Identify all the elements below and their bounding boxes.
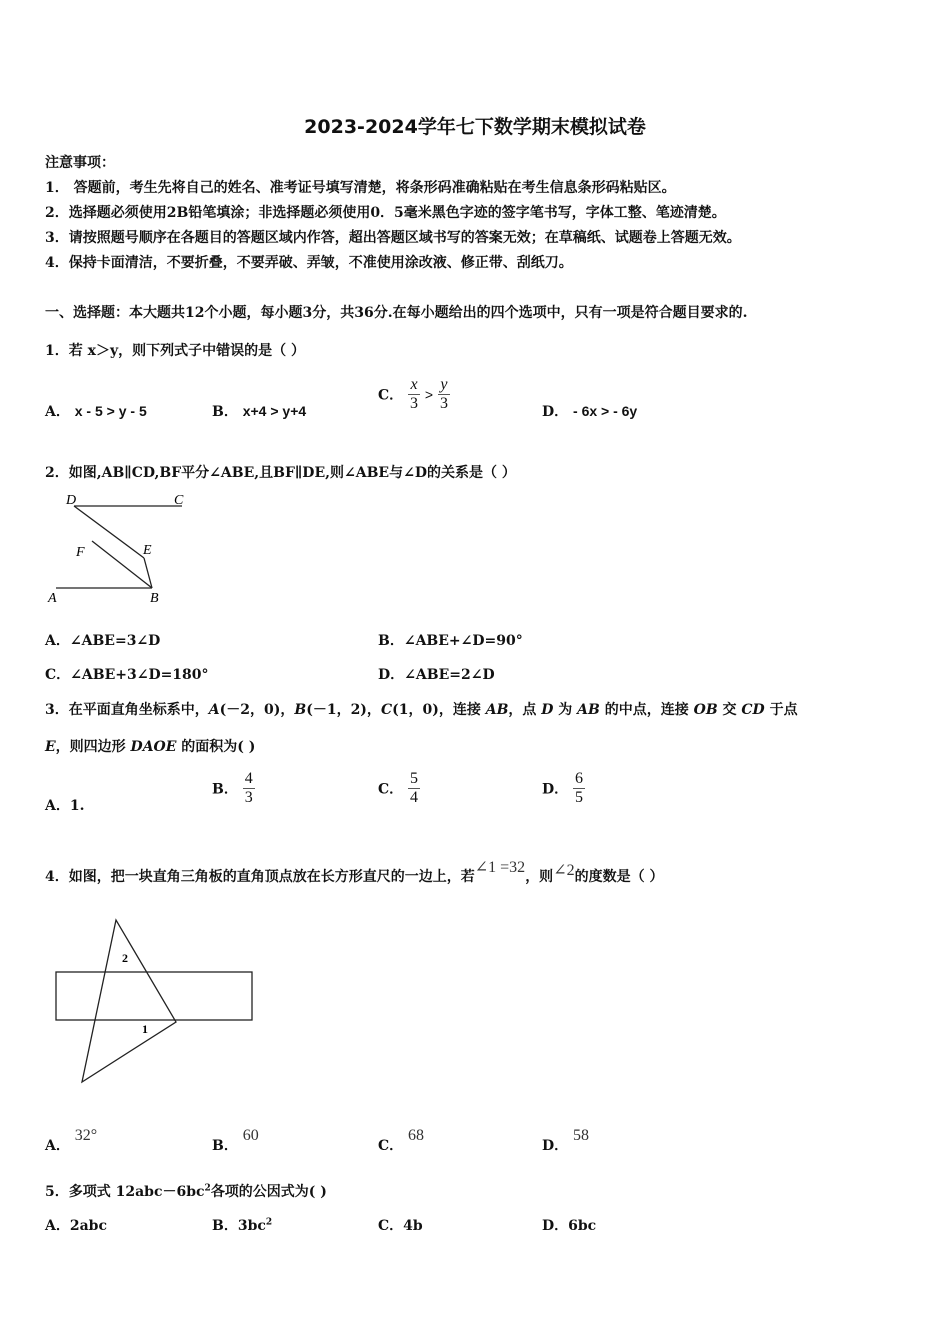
q4-figure	[50, 912, 260, 1087]
segment-ab: AB	[485, 702, 509, 718]
option-label: C．	[378, 387, 404, 404]
segment-ab: AB	[577, 702, 600, 718]
q5-option-d: D．6bc	[542, 1218, 597, 1234]
q3-stem-line2	[45, 736, 255, 756]
q1-option-d	[542, 401, 637, 421]
fraction	[408, 770, 420, 807]
point-label-d: D	[66, 493, 77, 508]
fraction	[243, 770, 255, 807]
denominator: 4	[410, 789, 419, 806]
q3-option-b	[212, 770, 255, 807]
option-text: x+4 > y+4	[242, 403, 307, 419]
coord-a: (－2，0)，	[219, 702, 295, 718]
point-c: C	[380, 702, 393, 718]
section-heading: 一、选择题：本大题共12个小题，每小题3分，共36分.在每小题给出的四个选项中，只有一项是符合题目要求的.	[45, 305, 748, 321]
option-label: C．	[378, 1138, 404, 1154]
numerator: 5	[410, 770, 419, 787]
denominator: 3	[244, 789, 253, 806]
denominator: 3	[410, 395, 419, 412]
point-label-e: E	[143, 543, 152, 558]
ruler-rectangle	[56, 972, 252, 1020]
notice-heading: 注意事项：	[45, 155, 115, 171]
q2-option-d: D．∠ABE=2∠D	[378, 667, 495, 683]
q5-option-b	[212, 1215, 272, 1235]
option-label: B．	[212, 781, 238, 798]
notice-item: 1． 答题前，考生先将自己的姓名、准考证号填写清楚，将条形码准确粘贴在考生信息条形码粘贴区。	[45, 180, 676, 196]
option-label: D．	[542, 1138, 569, 1154]
point-b: B	[294, 702, 307, 718]
point-label-c: C	[174, 493, 184, 508]
q3-option-d	[542, 770, 585, 807]
stem-text: 4．如图，把一块直角三角板的直角顶点放在长方形直尺的一边上，若	[45, 869, 475, 885]
q5-option-a: A．2abc	[45, 1218, 107, 1234]
stem-text: 的面积为( )	[176, 739, 256, 755]
option-text: B．3bc	[212, 1218, 266, 1234]
stem-text: 各项的公因式为( )	[210, 1184, 327, 1200]
option-label: D．	[542, 781, 569, 798]
stem-text: ，则	[525, 869, 554, 885]
option-text: 1.	[69, 798, 85, 814]
q4-option-c	[378, 1125, 425, 1154]
option-text: 60	[242, 1127, 259, 1144]
option-label: B．	[212, 404, 238, 420]
q5-option-c: C．4b	[378, 1218, 423, 1234]
q1-stem: 1．若 x＞y，则下列式子中错误的是（ ）	[45, 343, 305, 359]
notice-item: 2．选择题必须使用2B铅笔填涂；非选择题必须使用0．5毫米黑色字迹的签字笔书写，字体工整、笔迹清楚。	[45, 205, 726, 221]
angle-2: ∠2	[553, 862, 575, 879]
q4-option-a	[45, 1125, 98, 1154]
stem-text: ，点	[508, 702, 542, 718]
numerator: 4	[244, 770, 253, 787]
q3-stem-line1	[45, 699, 798, 719]
point-a: A	[208, 702, 220, 718]
stem-text: 于点	[764, 702, 798, 718]
q5-stem	[45, 1181, 327, 1201]
fraction	[408, 376, 420, 413]
point-label-f: F	[76, 545, 85, 560]
stem-text: 3．在平面直角坐标系中，	[45, 702, 209, 718]
option-label: A．	[45, 1138, 70, 1154]
stem-text: 的中点，连接	[599, 702, 694, 718]
exponent: 2	[204, 1183, 211, 1194]
notice-item: 3．请按照题号顺序在各题目的答题区域内作答，超出答题区域书写的答案无效；在草稿纸、试题卷上答题无效。	[45, 230, 741, 246]
q2-option-c: C．∠ABE+3∠D=180°	[45, 667, 209, 683]
stem-text: 为	[553, 702, 578, 718]
quadrilateral-daoe: DAOE	[130, 739, 177, 755]
exponent: 2	[265, 1217, 273, 1228]
option-label: A．	[45, 404, 70, 420]
segment-cd: CD	[741, 702, 765, 718]
option-label: A．	[45, 798, 70, 814]
coord-c: (1，0)，连接	[392, 702, 486, 718]
option-text: 68	[408, 1127, 425, 1144]
q4-option-d	[542, 1125, 590, 1154]
q2-option-a: A．∠ABE=3∠D	[45, 633, 161, 649]
angle-1: ∠1 =32	[474, 859, 526, 876]
numerator: y	[438, 376, 450, 395]
option-label: B．	[212, 1138, 238, 1154]
option-text: 58	[573, 1127, 590, 1144]
fraction	[438, 376, 450, 413]
option-label: C．	[378, 781, 404, 798]
q1-option-a	[45, 401, 147, 421]
stem-text: 的度数是（ ）	[574, 869, 664, 885]
option-text: 32°	[74, 1127, 98, 1144]
stem-text: 5．多项式 12abc－6bc	[45, 1184, 205, 1200]
denominator: 5	[575, 789, 584, 806]
point-d: D	[541, 702, 554, 718]
q1-option-c	[378, 376, 450, 413]
fraction	[573, 770, 585, 807]
segment-ob: OB	[693, 702, 718, 718]
q3-option-a	[45, 795, 85, 815]
line-eb	[144, 558, 152, 588]
denominator: 3	[439, 395, 448, 412]
numerator: x	[408, 376, 420, 395]
q2-option-b: B．∠ABE+∠D=90°	[378, 633, 523, 649]
point-label-b: B	[150, 591, 159, 606]
q2-stem: 2．如图,AB∥CD,BF平分∠ABE,且BF∥DE,则∠ABE与∠D的关系是（ ）	[45, 465, 516, 481]
q4-stem	[45, 859, 664, 886]
numerator: 6	[575, 770, 584, 787]
point-label-a: A	[48, 591, 57, 606]
q1-option-b	[212, 401, 306, 421]
q2-figure	[40, 486, 200, 610]
page-title: 2023-2024学年七下数学期末模拟试卷	[304, 116, 646, 138]
point-e: E	[45, 739, 56, 755]
angle-label-2: 2	[122, 951, 128, 965]
coord-b: (－1，2)，	[306, 702, 381, 718]
option-label: D．	[542, 404, 569, 420]
q4-option-b	[212, 1125, 259, 1154]
triangle-ruler	[82, 920, 176, 1082]
option-text: - 6x > - 6y	[573, 403, 638, 419]
q3-option-c	[378, 770, 420, 807]
option-text: x - 5 > y - 5	[74, 403, 147, 419]
stem-text: ，则四边形	[55, 739, 131, 755]
angle-label-1: 1	[142, 1022, 148, 1036]
notice-item: 4．保持卡面清洁，不要折叠，不要弄破、弄皱，不准使用涂改液、修正带、刮纸刀。	[45, 255, 573, 271]
stem-text: 交	[717, 702, 742, 718]
operator: >	[424, 386, 434, 403]
